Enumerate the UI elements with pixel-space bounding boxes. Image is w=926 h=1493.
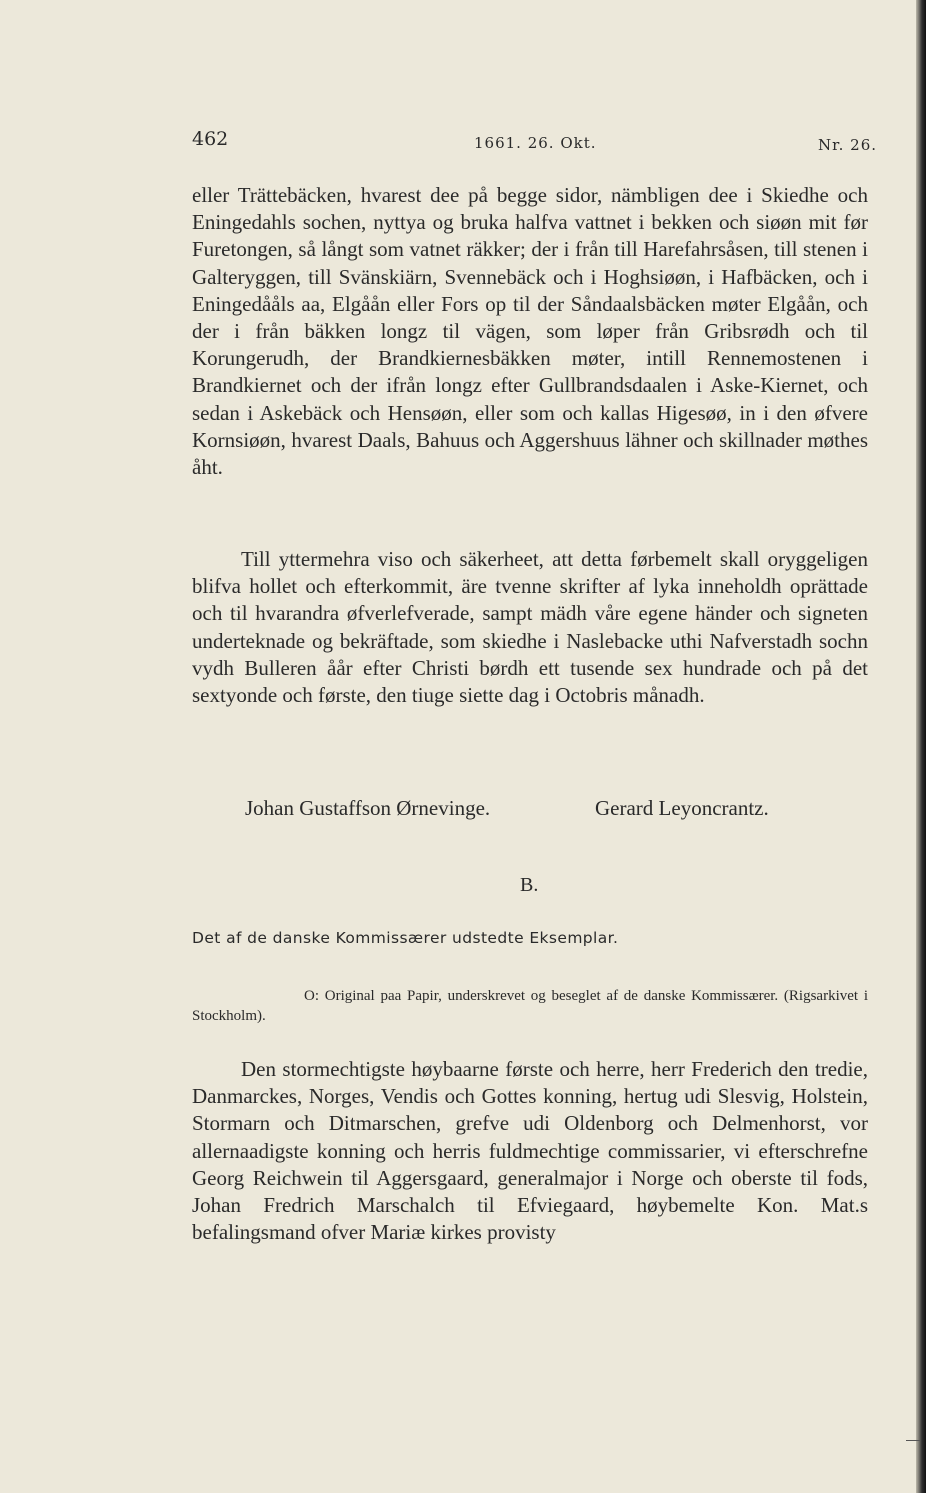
section-subheading: Det af de danske Kommissærer udstedte Eksemplar. — [192, 929, 619, 947]
page-number: 462 — [192, 128, 229, 150]
document-number: Nr. 26. — [818, 136, 878, 154]
edge-mark — [906, 1440, 920, 1441]
signature-second: Gerard Leyoncrantz. — [595, 796, 769, 820]
body-paragraph-2 — [192, 546, 868, 709]
signatures — [0, 796, 916, 826]
signature-first: Johan Gustaffson Ørnevinge. — [245, 796, 491, 820]
body-paragraph-1 — [192, 182, 868, 481]
section-label: B. — [520, 874, 539, 896]
paragraph-text: eller Trättebäcken, hvarest dee på begge sidor, nämbligen dee i Skiedhe och Eningedahls sochen, nyttya og bruka halfva vattnet i bekken och siøøn mit før Furetongen, så långt som vatnet räkker; der i från till Harefahrsåsen, till stenen i Galteryggen, till Svänskiärn, Svennebäck och i Hoghsiøøn, i Hafbäcken, och i Eningedååls aa, Elgåån eller Fors op til der Såndaalsbäcken møter Elgåån, och der i från bäkken longz til vägen, som løper från Gribsrødh och til Korungerudh, der Brandkiernesbäkken møter, intill Rennemostenen i Brandkiernet och der ifrån longz efter Gullbrandsdaalen i Aske-Kiernet, och sedan i Askebäck och Hensøøn, eller som och kallas Higesøø, in i den øfvere Kornsiøøn, hvarest Daals, Bahuus och Aggershuus lähner och skillnader møthes åht. — [192, 183, 868, 480]
page-header — [0, 128, 916, 158]
page-edge-shadow — [916, 0, 926, 1493]
paragraph-text: Den stormechtigste høybaarne første och herre, herr Frederich den tredie, Danmarckes, Norges, Vendis och Gottes konning, hertug udi Slesvig, Holstein, Stormarn och Ditmarschen, grefve udi Oldenborg och Delmenhorst, vor allernaadigste konning och herris fuldmechtige commissarier, vi efterschrefne Georg Reichwein til Aggersgaard, generalmajor i Norge och oberste til fods, Johan Fredrich Marschalch til Efviegaard, høybemelte Kon. Mat.s befalingsmand ofver Mariæ kirkes provisty — [192, 1057, 868, 1245]
source-note-text: O: Original paa Papir, underskrevet og beseglet af de danske Kommissærer. (Rigsarkivet i Stockholm). — [192, 988, 868, 1024]
header-date: 1661. 26. Okt. — [474, 134, 597, 152]
paragraph-text: Till yttermehra viso och säkerheet, att detta førbemelt skall oryggeligen blifva hollet och efterkommit, äre tvenne skrifter af lyka inneholdh oprättade och til hvarandra øfverlefverade, sampt mädh våre egene händer och signeten underteknade og bekräftade, som skiedhe i Naslebacke uthi Nafverstadh sochn vydh Bulleren åår efter Christi børdh ett tusende sex hundrade och på det sextyonde och første, den tiuge siette dag i Octobris månadh. — [192, 547, 868, 708]
body-paragraph-3 — [192, 1056, 868, 1246]
source-note — [192, 986, 868, 1026]
